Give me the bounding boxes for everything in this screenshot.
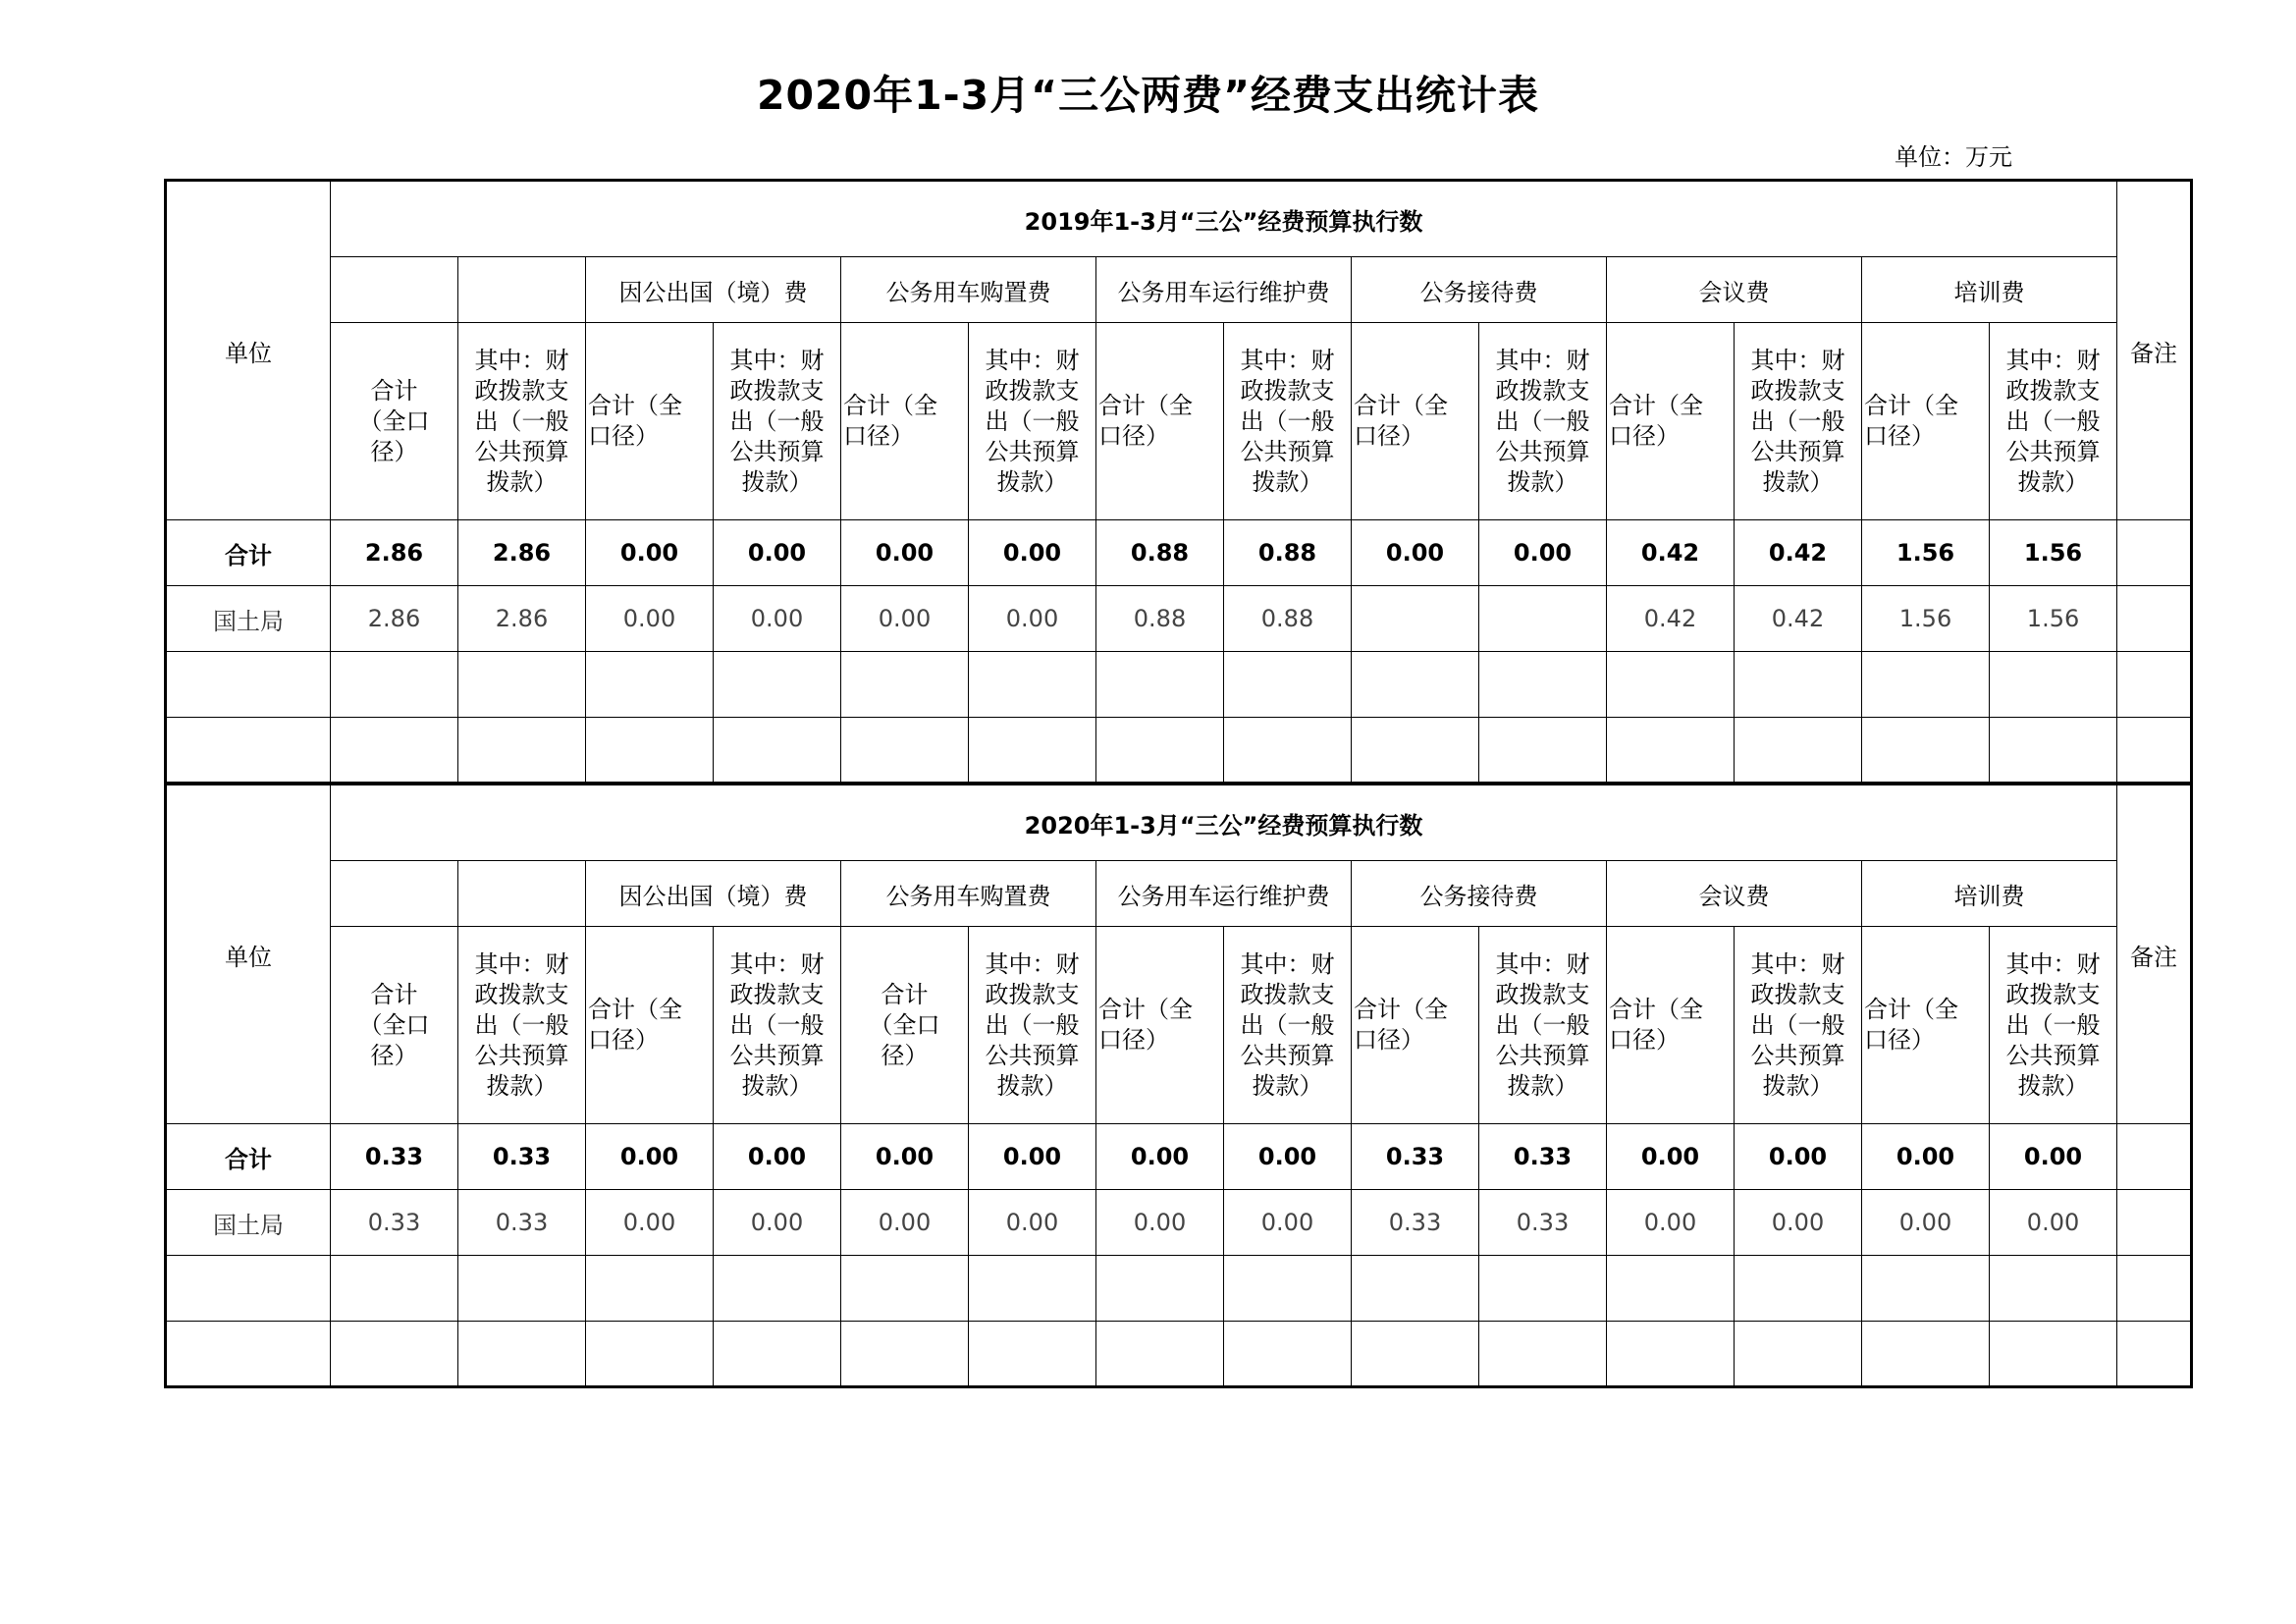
value-cell: 0.00 bbox=[1990, 1124, 2117, 1190]
subheader-fiscal-appropriation bbox=[969, 323, 1096, 520]
subheader-fiscal-appropriation bbox=[1479, 323, 1607, 520]
value-cell: 2.86 bbox=[458, 586, 586, 652]
row-label: 国土局 bbox=[166, 1190, 331, 1256]
value-cell bbox=[1862, 718, 1990, 784]
subheader-text: 合计（全 口径） bbox=[1354, 392, 1448, 450]
value-cell bbox=[1352, 718, 1479, 784]
value-cell bbox=[1224, 652, 1352, 718]
value-cell bbox=[1224, 1322, 1352, 1387]
subheader-text: 其中：财 政拨款支 出（一般 公共预算 拨款） bbox=[474, 346, 569, 496]
value-cell: 0.00 bbox=[1352, 520, 1479, 586]
value-cell: 0.00 bbox=[1096, 1124, 1224, 1190]
expense-group-header: 因公出国（境）费 bbox=[586, 257, 841, 323]
value-cell bbox=[1862, 1322, 1990, 1387]
value-cell bbox=[969, 1322, 1096, 1387]
value-cell bbox=[331, 1322, 458, 1387]
value-cell: 0.33 bbox=[1352, 1124, 1479, 1190]
value-cell: 2.86 bbox=[331, 520, 458, 586]
value-cell: 0.33 bbox=[1352, 1190, 1479, 1256]
value-cell bbox=[1479, 652, 1607, 718]
value-cell: 0.33 bbox=[1479, 1190, 1607, 1256]
subheader-text: 合计（全 口径） bbox=[1609, 996, 1703, 1054]
expense-group-header: 培训费 bbox=[1862, 257, 2117, 323]
value-cell: 0.00 bbox=[714, 520, 841, 586]
value-cell: 0.88 bbox=[1224, 586, 1352, 652]
remark-cell bbox=[2117, 520, 2192, 586]
expense-group-header: 因公出国（境）费 bbox=[586, 861, 841, 927]
subheader-text: 其中：财 政拨款支 出（一般 公共预算 拨款） bbox=[985, 346, 1080, 496]
subheader-total-scope bbox=[841, 323, 969, 520]
subheader-fiscal-appropriation bbox=[1479, 927, 1607, 1124]
subheader-text: 合计（全 口径） bbox=[1609, 392, 1703, 450]
value-cell: 0.33 bbox=[458, 1190, 586, 1256]
expense-group-header: 会议费 bbox=[1607, 861, 1862, 927]
subheader-text: 其中：财 政拨款支 出（一般 公共预算 拨款） bbox=[1750, 949, 1845, 1100]
value-cell bbox=[331, 652, 458, 718]
remark-column-header: 备注 bbox=[2117, 181, 2192, 520]
value-cell: 0.42 bbox=[1607, 520, 1735, 586]
value-cell bbox=[1735, 718, 1862, 784]
unit-column-header: 单位 bbox=[166, 181, 331, 520]
value-cell: 0.00 bbox=[714, 586, 841, 652]
value-cell: 0.00 bbox=[714, 1124, 841, 1190]
value-cell: 0.00 bbox=[586, 1124, 714, 1190]
table-row bbox=[166, 1124, 2192, 1190]
value-cell bbox=[1607, 652, 1735, 718]
row-label bbox=[166, 718, 331, 784]
value-cell: 0.00 bbox=[1862, 1124, 1990, 1190]
value-cell: 0.42 bbox=[1735, 520, 1862, 586]
value-cell bbox=[1735, 1256, 1862, 1322]
row-label bbox=[166, 1322, 331, 1387]
value-cell bbox=[586, 718, 714, 784]
value-cell bbox=[331, 1256, 458, 1322]
subheader-total-scope bbox=[331, 323, 458, 520]
subheader-fiscal-appropriation bbox=[1224, 323, 1352, 520]
value-cell bbox=[1479, 1256, 1607, 1322]
budget-table-2020 bbox=[164, 783, 2193, 1388]
value-cell bbox=[969, 652, 1096, 718]
budget-table-2019 bbox=[164, 179, 2193, 785]
value-cell: 0.00 bbox=[1096, 1190, 1224, 1256]
value-cell: 2.86 bbox=[458, 520, 586, 586]
value-cell: 0.00 bbox=[1862, 1190, 1990, 1256]
subheader-fiscal-appropriation bbox=[1224, 927, 1352, 1124]
value-cell: 0.88 bbox=[1224, 520, 1352, 586]
value-cell bbox=[1990, 1256, 2117, 1322]
subheader-text: 合计（全 口径） bbox=[1864, 996, 1958, 1054]
value-cell: 0.88 bbox=[1096, 520, 1224, 586]
value-cell bbox=[1352, 652, 1479, 718]
subheader-text: 合计（全 口径） bbox=[1864, 392, 1958, 450]
value-cell bbox=[1479, 1322, 1607, 1387]
value-cell bbox=[458, 718, 586, 784]
value-cell bbox=[714, 1256, 841, 1322]
subheader-total-scope bbox=[1607, 927, 1735, 1124]
value-cell bbox=[1607, 1322, 1735, 1387]
subheader-text: 合计 （全口 径） bbox=[869, 980, 940, 1069]
subheader-text: 其中：财 政拨款支 出（一般 公共预算 拨款） bbox=[1240, 346, 1335, 496]
total-group-header bbox=[458, 861, 586, 927]
value-cell: 0.33 bbox=[1479, 1124, 1607, 1190]
value-cell bbox=[458, 652, 586, 718]
row-label bbox=[166, 1256, 331, 1322]
value-cell bbox=[1990, 1322, 2117, 1387]
row-label: 国土局 bbox=[166, 586, 331, 652]
value-cell bbox=[1862, 1256, 1990, 1322]
section-title: 2019年1-3月“三公”经费预算执行数 bbox=[331, 181, 2117, 257]
value-cell bbox=[1096, 652, 1224, 718]
subheader-total-scope bbox=[586, 927, 714, 1124]
table-row bbox=[166, 1322, 2192, 1387]
value-cell: 0.00 bbox=[969, 520, 1096, 586]
unit-label: 单位：万元 bbox=[1895, 143, 2012, 171]
value-cell bbox=[1096, 1256, 1224, 1322]
total-group-header bbox=[331, 861, 458, 927]
subheader-text: 合计（全 口径） bbox=[1354, 996, 1448, 1054]
subheader-total-scope bbox=[841, 927, 969, 1124]
value-cell: 0.00 bbox=[586, 520, 714, 586]
subheader-text: 其中：财 政拨款支 出（一般 公共预算 拨款） bbox=[2005, 346, 2101, 496]
value-cell bbox=[1735, 1322, 1862, 1387]
value-cell: 0.88 bbox=[1096, 586, 1224, 652]
expense-group-header: 公务用车购置费 bbox=[841, 861, 1096, 927]
page-title: 2020年1-3月“三公两费”经费支出统计表 bbox=[756, 72, 1540, 119]
value-cell: 0.00 bbox=[841, 1124, 969, 1190]
table-row bbox=[166, 586, 2192, 652]
total-group-header bbox=[331, 257, 458, 323]
expense-group-header: 公务用车购置费 bbox=[841, 257, 1096, 323]
subheader-total-scope bbox=[331, 927, 458, 1124]
subheader-text: 其中：财 政拨款支 出（一般 公共预算 拨款） bbox=[1495, 346, 1590, 496]
subheader-text: 合计（全 口径） bbox=[843, 392, 937, 450]
value-cell bbox=[841, 1322, 969, 1387]
subheader-total-scope bbox=[1862, 927, 1990, 1124]
value-cell bbox=[1096, 718, 1224, 784]
subheader-text: 合计 （全口 径） bbox=[358, 980, 430, 1069]
table-row bbox=[166, 520, 2192, 586]
subheader-text: 合计（全 口径） bbox=[1098, 392, 1193, 450]
value-cell bbox=[1862, 652, 1990, 718]
subheader-text: 其中：财 政拨款支 出（一般 公共预算 拨款） bbox=[1240, 949, 1335, 1100]
subheader-total-scope bbox=[1352, 927, 1479, 1124]
subheader-fiscal-appropriation bbox=[458, 927, 586, 1124]
value-cell: 0.00 bbox=[969, 1124, 1096, 1190]
expense-group-header: 公务用车运行维护费 bbox=[1096, 861, 1352, 927]
subheader-text: 其中：财 政拨款支 出（一般 公共预算 拨款） bbox=[474, 949, 569, 1100]
value-cell: 0.00 bbox=[586, 1190, 714, 1256]
value-cell bbox=[1352, 586, 1479, 652]
subheader-fiscal-appropriation bbox=[1990, 927, 2117, 1124]
subheader-text: 其中：财 政拨款支 出（一般 公共预算 拨款） bbox=[1495, 949, 1590, 1100]
subheader-fiscal-appropriation bbox=[1735, 323, 1862, 520]
expense-group-header: 公务接待费 bbox=[1352, 861, 1607, 927]
value-cell bbox=[1224, 1256, 1352, 1322]
value-cell bbox=[841, 1256, 969, 1322]
remark-cell bbox=[2117, 586, 2192, 652]
value-cell bbox=[586, 1256, 714, 1322]
subheader-fiscal-appropriation bbox=[1735, 927, 1862, 1124]
value-cell bbox=[1224, 718, 1352, 784]
row-label bbox=[166, 652, 331, 718]
value-cell bbox=[714, 652, 841, 718]
remark-cell bbox=[2117, 1322, 2192, 1387]
value-cell bbox=[841, 652, 969, 718]
value-cell: 0.00 bbox=[1735, 1124, 1862, 1190]
value-cell bbox=[1096, 1322, 1224, 1387]
table-row bbox=[166, 1256, 2192, 1322]
subheader-text: 其中：财 政拨款支 出（一般 公共预算 拨款） bbox=[985, 949, 1080, 1100]
row-label: 合计 bbox=[166, 1124, 331, 1190]
subheader-fiscal-appropriation bbox=[1990, 323, 2117, 520]
value-cell bbox=[458, 1322, 586, 1387]
expense-group-header: 培训费 bbox=[1862, 861, 2117, 927]
subheader-text: 其中：财 政拨款支 出（一般 公共预算 拨款） bbox=[1750, 346, 1845, 496]
remark-cell bbox=[2117, 1190, 2192, 1256]
remark-column-header: 备注 bbox=[2117, 785, 2192, 1124]
subheader-text: 其中：财 政拨款支 出（一般 公共预算 拨款） bbox=[2005, 949, 2101, 1100]
value-cell bbox=[1735, 652, 1862, 718]
subheader-total-scope bbox=[586, 323, 714, 520]
total-group-header bbox=[458, 257, 586, 323]
value-cell bbox=[1352, 1256, 1479, 1322]
value-cell: 0.33 bbox=[331, 1124, 458, 1190]
subheader-fiscal-appropriation bbox=[714, 323, 841, 520]
value-cell bbox=[458, 1256, 586, 1322]
subheader-total-scope bbox=[1607, 323, 1735, 520]
value-cell: 0.00 bbox=[714, 1190, 841, 1256]
value-cell bbox=[331, 718, 458, 784]
value-cell bbox=[1352, 1322, 1479, 1387]
value-cell: 0.00 bbox=[841, 520, 969, 586]
remark-cell bbox=[2117, 1124, 2192, 1190]
value-cell: 0.00 bbox=[1607, 1124, 1735, 1190]
table-row bbox=[166, 652, 2192, 718]
value-cell bbox=[1479, 586, 1607, 652]
section-title: 2020年1-3月“三公”经费预算执行数 bbox=[331, 785, 2117, 861]
value-cell: 0.00 bbox=[1479, 520, 1607, 586]
value-cell: 0.42 bbox=[1735, 586, 1862, 652]
value-cell bbox=[1607, 718, 1735, 784]
value-cell: 0.33 bbox=[331, 1190, 458, 1256]
value-cell: 0.42 bbox=[1607, 586, 1735, 652]
value-cell bbox=[714, 1322, 841, 1387]
value-cell bbox=[969, 718, 1096, 784]
subheader-text: 其中：财 政拨款支 出（一般 公共预算 拨款） bbox=[729, 949, 825, 1100]
remark-cell bbox=[2117, 1256, 2192, 1322]
remark-cell bbox=[2117, 718, 2192, 784]
table-row bbox=[166, 1190, 2192, 1256]
value-cell: 0.00 bbox=[969, 586, 1096, 652]
subheader-fiscal-appropriation bbox=[969, 927, 1096, 1124]
subheader-text: 其中：财 政拨款支 出（一般 公共预算 拨款） bbox=[729, 346, 825, 496]
value-cell bbox=[841, 718, 969, 784]
value-cell: 1.56 bbox=[1862, 586, 1990, 652]
value-cell bbox=[969, 1256, 1096, 1322]
value-cell: 0.00 bbox=[969, 1190, 1096, 1256]
value-cell bbox=[1607, 1256, 1735, 1322]
remark-cell bbox=[2117, 652, 2192, 718]
table-row bbox=[166, 718, 2192, 784]
value-cell: 0.33 bbox=[458, 1124, 586, 1190]
expense-group-header: 公务接待费 bbox=[1352, 257, 1607, 323]
row-label: 合计 bbox=[166, 520, 331, 586]
value-cell: 1.56 bbox=[1990, 586, 2117, 652]
value-cell: 0.00 bbox=[1990, 1190, 2117, 1256]
subheader-total-scope bbox=[1096, 323, 1224, 520]
value-cell bbox=[586, 1322, 714, 1387]
value-cell: 0.00 bbox=[1224, 1124, 1352, 1190]
value-cell: 2.86 bbox=[331, 586, 458, 652]
value-cell: 0.00 bbox=[1735, 1190, 1862, 1256]
subheader-text: 合计 （全口 径） bbox=[358, 376, 430, 465]
subheader-text: 合计（全 口径） bbox=[588, 996, 682, 1054]
value-cell: 1.56 bbox=[1990, 520, 2117, 586]
subheader-text: 合计（全 口径） bbox=[1098, 996, 1193, 1054]
subheader-total-scope bbox=[1096, 927, 1224, 1124]
value-cell: 0.00 bbox=[1607, 1190, 1735, 1256]
subheader-fiscal-appropriation bbox=[714, 927, 841, 1124]
subheader-total-scope bbox=[1352, 323, 1479, 520]
subheader-text: 合计（全 口径） bbox=[588, 392, 682, 450]
expense-group-header: 会议费 bbox=[1607, 257, 1862, 323]
value-cell: 0.00 bbox=[841, 586, 969, 652]
subheader-fiscal-appropriation bbox=[458, 323, 586, 520]
unit-column-header: 单位 bbox=[166, 785, 331, 1124]
value-cell: 0.00 bbox=[1224, 1190, 1352, 1256]
subheader-total-scope bbox=[1862, 323, 1990, 520]
value-cell: 0.00 bbox=[841, 1190, 969, 1256]
value-cell bbox=[1479, 718, 1607, 784]
value-cell bbox=[714, 718, 841, 784]
value-cell: 0.00 bbox=[586, 586, 714, 652]
value-cell bbox=[586, 652, 714, 718]
value-cell: 1.56 bbox=[1862, 520, 1990, 586]
value-cell bbox=[1990, 718, 2117, 784]
value-cell bbox=[1990, 652, 2117, 718]
expense-group-header: 公务用车运行维护费 bbox=[1096, 257, 1352, 323]
